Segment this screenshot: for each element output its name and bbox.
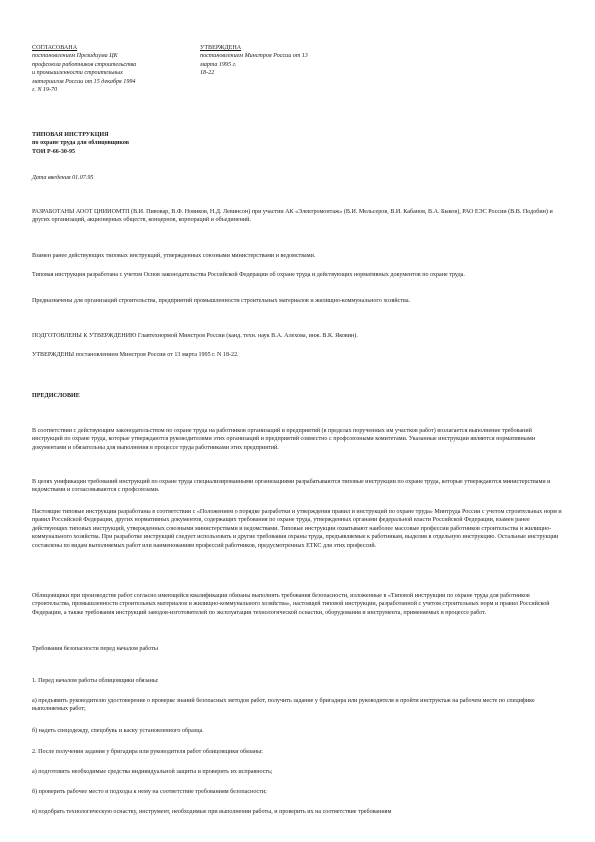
preface-paragraph: Облицовщики при производстве работ согласно имеющейся квалификации обязаны выполнять требования безопасности, изложенные в «Типовой инструкции по охране труда для работников строительства, промышленности строительных материалов и жилищно-коммунального хозяйства», настоящей типовой инструкции, разработанной с учетом строительных норм и правил Российской Федерации, а также требования инструкций заводов-изготовителей по эксплуатации технологической оснастки, оборудования и инструмента, применяемых в процессе работ. (32, 593, 550, 616)
preface-paragraph: В соответствии с действующим законодательством по охране труда на работников организаций и предприятий (в пределах порученных им участков работ) возлагается выполнение требований инструкций по охране труда, которые утверждаются руководителями этих организаций и предприятий совместно с профсоюзными комитетами. Указанные инструкции являются нормативными документами и обязательны для выполнения в процессе труда работниками этих предприятий. (32, 428, 536, 451)
info-paragraph: Взамен ранее действующих типовых инструкций, утвержденных союзными министерствами и ведомствами. (32, 253, 316, 259)
info-paragraph: УТВЕРЖДЕНЫ постановлением Минстроя России от 13 марта 1995 г. N 18-22. (32, 352, 239, 358)
info-paragraph: РАЗРАБОТАНЫ АООТ ЦНИИОМТП (В.И. Пивовар, В.Ф. Новиков, Н.Д. Левинсон) при участии АК «Электромонтаж» (В.И. Мельсеров, В.И. Кабанов, В.А. Быков), РАО ЕЭС России (В.В. Подобин) и других организаций, акционерных обществ, концернов, корпораций и объединений. (32, 209, 553, 224)
agreed-label: СОГЛАСОВАНА (32, 45, 78, 51)
preface-paragraph: В целях унификации требований инструкций по охране труда специализированными организациями разрабатываются типовые инструкции по охране труда, которые утверждаются министерствами и ведомствами и согласовываются с профсоюзами. (32, 479, 551, 494)
agreed-block (32, 44, 192, 94)
list-item: а) предъявить руководителю удостоверение о проверке знаний безопасных методов работ, получить задание у бригадира или руководителя и пройти инструктаж на рабочем месте по специфике выполняемых работ; (32, 698, 535, 713)
list-item: а) подготовить необходимые средства индивидуальной защиты и проверить их исправность; (32, 769, 273, 775)
info-paragraph: Предназначены для организаций строительства, предприятий промышленности строительных материалов и жилищно-коммунального хозяйства. (32, 298, 411, 304)
list-item: б) надеть спецодежду, спецобувь и каску установленного образца. (32, 728, 204, 734)
preface-title: ПРЕДИСЛОВИЕ (32, 393, 80, 399)
list-item: б) проверить рабочее место и подходы к нему на соответствие требованиям безопасности; (32, 789, 267, 795)
intro-date: Дата введения 01.07.95 (32, 175, 94, 181)
approved-label: УТВЕРЖДЕНА (200, 45, 242, 51)
list-item: 2. После получения задания у бригадира или руководителя работ облицовщики обязаны: (32, 749, 263, 755)
info-paragraph: Типовая инструкция разработана с учетом Основ законодательства Российской Федерации об охране труда и действующих нормативных документов по охране труда. (32, 272, 465, 278)
safety-heading: Требования безопасности перед началом работы (32, 646, 158, 652)
agreed-text: постановлением Президиума ЦК профсоюза работников строительства и промышленности строительных материалов России от 15 декабря 1994 г. N 19-70 (32, 53, 137, 94)
approved-block (200, 44, 370, 78)
document-title: ТИПОВАЯ ИНСТРУКЦИЯ по охране труда для облицовщиков ТОИ Р-66-30-95 (32, 132, 130, 155)
list-item: 1. Перед началом работы облицовщики обязаны: (32, 678, 159, 684)
approved-text: постановлением Минстроя России от 13 марта 1995 г. 18-22 (200, 53, 308, 77)
preface-paragraph: Настоящие типовые инструкции разработаны в соответствии с «Положением о порядке разработки и утверждения правил и инструкций по охране труда» Минтруда России с учетом строительных норм и правил Российской Федерации, других нормативных документов, содержащих требования по охране труда, утвержденных органами федеральной власти Российской Федерации, взамен ранее действующих типовых инструкций, утвержденных союзными министерствами и ведомствами. Типовые инструкции охватывают наиболее массовые профессии работников строительства и жилищно-коммунального хозяйства. При разработке инструкций следует использовать и другие требования охраны труда, предъявляемые к работникам, выделив в отдельную инструкцию. Остальные инструкции составлены по видам выполняемых работ или наименованиям профессий работников, предусмотренных ЕТКС для этих профессий. (32, 509, 562, 549)
list-item: в) подобрать технологическую оснастку, инструмент, необходимые при выполнении работы, и проверить их на соответствие требованиям (32, 809, 392, 815)
info-paragraph: ПОДГОТОВЛЕНЫ К УТВЕРЖДЕНИЮ Главтехнормой Минстроя России (канд. техн. наук В.А. Алехова, инж. В.К. Яковин). (32, 333, 358, 339)
